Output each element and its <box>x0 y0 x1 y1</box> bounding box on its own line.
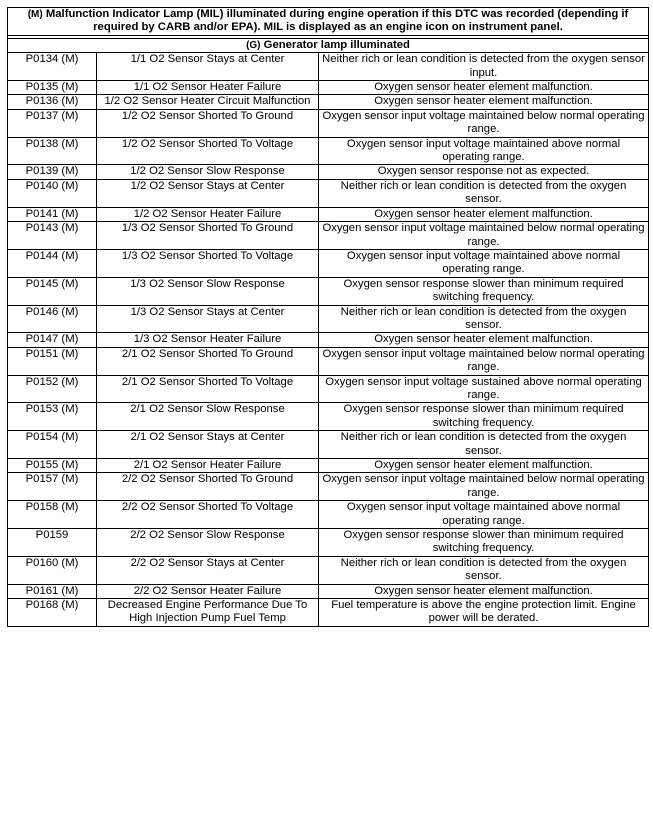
dtc-description: 1/3 O2 Sensor Shorted To Voltage <box>97 249 319 277</box>
dtc-code: P0161 (M) <box>8 584 97 598</box>
dtc-condition: Oxygen sensor response slower than minimum required switching frequency. <box>319 403 649 431</box>
dtc-code: P0151 (M) <box>8 347 97 375</box>
dtc-code: P0141 (M) <box>8 207 97 221</box>
table-row <box>8 249 649 277</box>
table-row <box>8 375 649 403</box>
dtc-description: 1/2 O2 Sensor Heater Circuit Malfunction <box>97 95 319 109</box>
dtc-condition: Oxygen sensor response slower than minimum required switching frequency. <box>319 529 649 557</box>
dtc-condition: Oxygen sensor heater element malfunction. <box>319 95 649 109</box>
dtc-description: 1/1 O2 Sensor Stays at Center <box>97 53 319 81</box>
table-row <box>8 165 649 179</box>
table-row <box>8 347 649 375</box>
table-row <box>8 222 649 250</box>
dtc-code: P0135 (M) <box>8 81 97 95</box>
table-row <box>8 81 649 95</box>
dtc-condition: Oxygen sensor response not as expected. <box>319 165 649 179</box>
dtc-code: P0157 (M) <box>8 473 97 501</box>
dtc-description: 1/2 O2 Sensor Slow Response <box>97 165 319 179</box>
dtc-condition: Neither rich or lean condition is detected from the oxygen sensor. <box>319 556 649 584</box>
dtc-description: 2/2 O2 Sensor Stays at Center <box>97 556 319 584</box>
dtc-condition: Oxygen sensor input voltage maintained above normal operating range. <box>319 249 649 277</box>
dtc-code: P0147 (M) <box>8 333 97 347</box>
table-row <box>8 403 649 431</box>
table-row <box>8 333 649 347</box>
table-row <box>8 431 649 459</box>
dtc-condition: Oxygen sensor heater element malfunction. <box>319 81 649 95</box>
generator-lamp-header <box>8 38 649 52</box>
table-row <box>8 584 649 598</box>
dtc-description: 1/2 O2 Sensor Shorted To Ground <box>97 109 319 137</box>
dtc-code: P0140 (M) <box>8 179 97 207</box>
table-row <box>8 556 649 584</box>
table-row <box>8 207 649 221</box>
dtc-condition: Oxygen sensor input voltage maintained below normal operating range. <box>319 222 649 250</box>
dtc-condition: Oxygen sensor response slower than minimum required switching frequency. <box>319 277 649 305</box>
subheader-row <box>8 38 649 52</box>
dtc-description: 2/1 O2 Sensor Stays at Center <box>97 431 319 459</box>
dtc-condition: Neither rich or lean condition is detected from the oxygen sensor. <box>319 179 649 207</box>
dtc-code: P0160 (M) <box>8 556 97 584</box>
table-row <box>8 277 649 305</box>
dtc-condition: Neither rich or lean condition is detected from the oxygen sensor input. <box>319 53 649 81</box>
dtc-condition: Oxygen sensor input voltage maintained below normal operating range. <box>319 473 649 501</box>
dtc-condition: Oxygen sensor input voltage maintained above normal operating range. <box>319 137 649 165</box>
table-row <box>8 599 649 627</box>
dtc-condition: Neither rich or lean condition is detected from the oxygen sensor. <box>319 305 649 333</box>
table-row <box>8 473 649 501</box>
mil-header-prefix: (M) <box>27 9 43 20</box>
dtc-code: P0136 (M) <box>8 95 97 109</box>
dtc-code: P0139 (M) <box>8 165 97 179</box>
dtc-condition: Neither rich or lean condition is detected from the oxygen sensor. <box>319 431 649 459</box>
dtc-code: P0138 (M) <box>8 137 97 165</box>
dtc-description: 1/3 O2 Sensor Stays at Center <box>97 305 319 333</box>
table-row <box>8 529 649 557</box>
dtc-description: 2/1 O2 Sensor Slow Response <box>97 403 319 431</box>
dtc-description: 1/3 O2 Sensor Slow Response <box>97 277 319 305</box>
dtc-description: 2/2 O2 Sensor Shorted To Ground <box>97 473 319 501</box>
generator-header-text: Generator lamp illuminated <box>263 38 410 51</box>
dtc-description: 2/2 O2 Sensor Heater Failure <box>97 584 319 598</box>
mil-header <box>8 8 649 36</box>
table-row <box>8 305 649 333</box>
dtc-code: P0145 (M) <box>8 277 97 305</box>
dtc-code: P0158 (M) <box>8 501 97 529</box>
table-row <box>8 137 649 165</box>
dtc-description: 2/1 O2 Sensor Heater Failure <box>97 459 319 473</box>
table-row <box>8 109 649 137</box>
dtc-code: P0134 (M) <box>8 53 97 81</box>
table-row <box>8 179 649 207</box>
dtc-condition: Fuel temperature is above the engine protection limit. Engine power will be derated. <box>319 599 649 627</box>
dtc-code: P0144 (M) <box>8 249 97 277</box>
dtc-description: 1/3 O2 Sensor Shorted To Ground <box>97 222 319 250</box>
dtc-code: P0152 (M) <box>8 375 97 403</box>
table-row <box>8 95 649 109</box>
dtc-table-body <box>8 8 649 627</box>
dtc-description: 1/3 O2 Sensor Heater Failure <box>97 333 319 347</box>
table-row <box>8 459 649 473</box>
generator-header-prefix: (G) <box>246 39 261 51</box>
dtc-description: Decreased Engine Performance Due To High Injection Pump Fuel Temp <box>97 599 319 627</box>
dtc-description: 1/1 O2 Sensor Heater Failure <box>97 81 319 95</box>
dtc-condition: Oxygen sensor input voltage sustained above normal operating range. <box>319 375 649 403</box>
mil-header-text: Malfunction Indicator Lamp (MIL) illuminated during engine operation if this DTC was recorded (depending if required by CARB and/or EPA). MIL is displayed as an engine icon on instrument panel. <box>45 8 629 34</box>
dtc-code: P0154 (M) <box>8 431 97 459</box>
dtc-condition: Oxygen sensor heater element malfunction. <box>319 459 649 473</box>
dtc-condition: Oxygen sensor heater element malfunction. <box>319 584 649 598</box>
dtc-code: P0153 (M) <box>8 403 97 431</box>
header-row <box>8 8 649 36</box>
dtc-code: P0155 (M) <box>8 459 97 473</box>
dtc-code: P0159 <box>8 529 97 557</box>
dtc-description: 1/2 O2 Sensor Heater Failure <box>97 207 319 221</box>
dtc-description: 2/2 O2 Sensor Shorted To Voltage <box>97 501 319 529</box>
table-row <box>8 53 649 81</box>
table-row <box>8 501 649 529</box>
dtc-table <box>7 7 649 627</box>
dtc-description: 1/2 O2 Sensor Shorted To Voltage <box>97 137 319 165</box>
dtc-code: P0143 (M) <box>8 222 97 250</box>
dtc-description: 1/2 O2 Sensor Stays at Center <box>97 179 319 207</box>
dtc-condition: Oxygen sensor input voltage maintained above normal operating range. <box>319 501 649 529</box>
dtc-code: P0168 (M) <box>8 599 97 627</box>
dtc-code: P0137 (M) <box>8 109 97 137</box>
dtc-code: P0146 (M) <box>8 305 97 333</box>
dtc-description: 2/1 O2 Sensor Shorted To Ground <box>97 347 319 375</box>
dtc-condition: Oxygen sensor input voltage maintained below normal operating range. <box>319 109 649 137</box>
dtc-description: 2/2 O2 Sensor Slow Response <box>97 529 319 557</box>
dtc-condition: Oxygen sensor heater element malfunction. <box>319 207 649 221</box>
dtc-condition: Oxygen sensor input voltage maintained below normal operating range. <box>319 347 649 375</box>
dtc-description: 2/1 O2 Sensor Shorted To Voltage <box>97 375 319 403</box>
dtc-condition: Oxygen sensor heater element malfunction. <box>319 333 649 347</box>
